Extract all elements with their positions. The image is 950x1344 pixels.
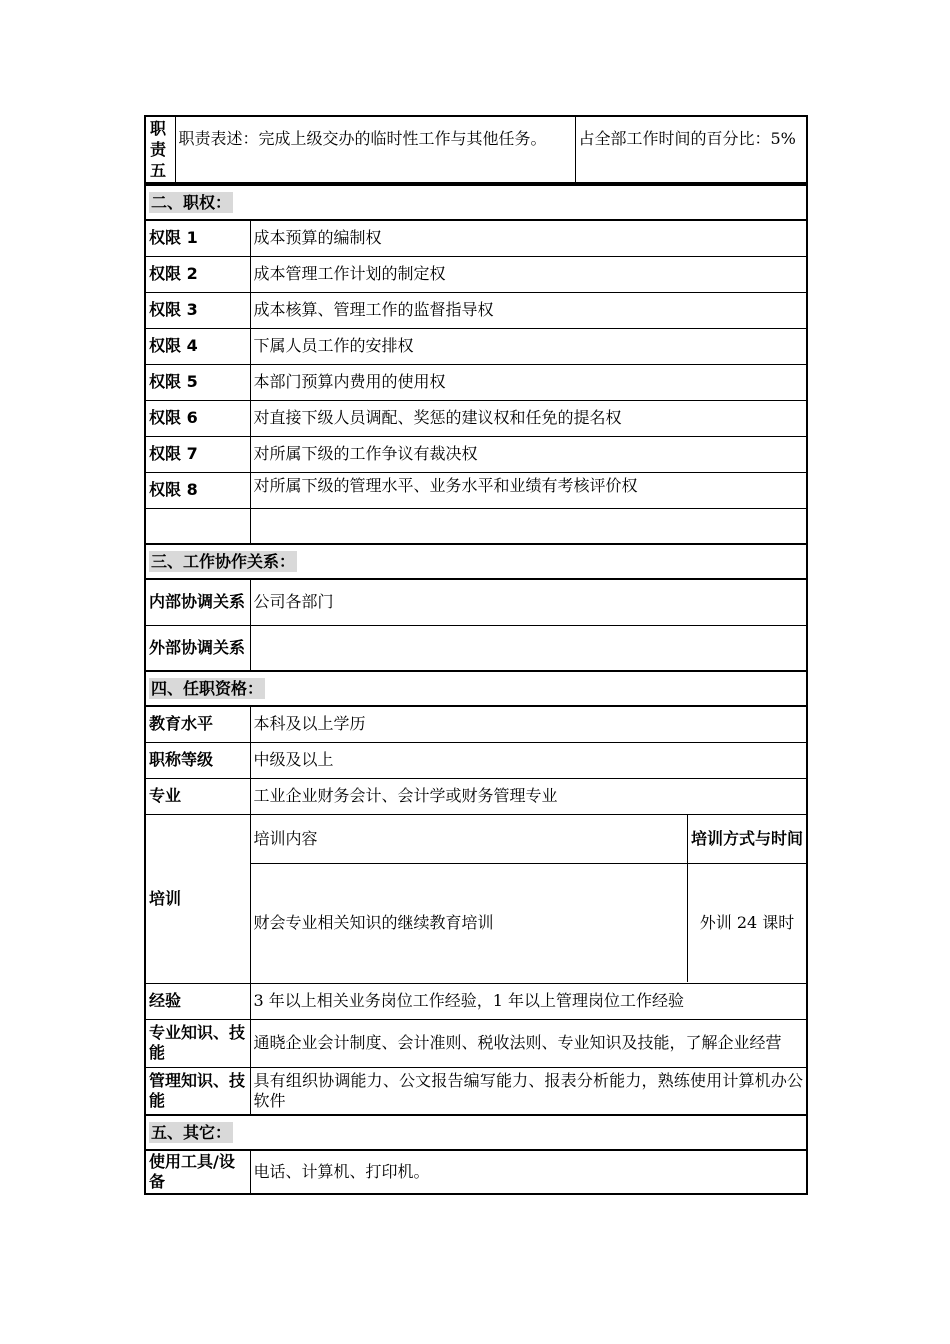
major-value: 工业企业财务会计、会计学或财务管理专业 bbox=[250, 778, 807, 814]
authority-empty-value bbox=[250, 508, 807, 544]
external-relation-value bbox=[250, 625, 807, 671]
authority-value: 成本管理工作计划的制定权 bbox=[250, 256, 807, 292]
title-value: 中级及以上 bbox=[250, 742, 807, 778]
training-method-header: 培训方式与时间 bbox=[688, 815, 807, 863]
training-method: 外训 24 课时 bbox=[688, 863, 807, 982]
pro-knowledge-value: 通晓企业会计制度、会计准则、税收法则、专业知识及技能，了解企业经营 bbox=[250, 1019, 807, 1067]
title-label: 职称等级 bbox=[145, 742, 250, 778]
job-description-page bbox=[144, 115, 806, 1195]
training-content-header: 培训内容 bbox=[251, 815, 688, 863]
authority-value: 成本预算的编制权 bbox=[250, 220, 807, 256]
authority-value: 对所属下级的工作争议有裁决权 bbox=[250, 436, 807, 472]
authority-label: 权限 6 bbox=[145, 400, 250, 436]
mgmt-knowledge-label: 管理知识、技能 bbox=[145, 1067, 250, 1115]
external-relation-label: 外部协调关系 bbox=[145, 625, 250, 671]
duty5-description: 职责表述：完成上级交办的临时性工作与其他任务。 bbox=[175, 116, 575, 183]
authority-label: 权限 1 bbox=[145, 220, 250, 256]
education-value: 本科及以上学历 bbox=[250, 706, 807, 742]
authority-value: 对直接下级人员调配、奖惩的建议权和任免的提名权 bbox=[250, 400, 807, 436]
training-cell bbox=[250, 814, 807, 983]
authority-empty-label bbox=[145, 508, 250, 544]
internal-relation-label: 内部协调关系 bbox=[145, 579, 250, 625]
authority-heading: 二、职权： bbox=[145, 185, 807, 220]
authority-label: 权限 2 bbox=[145, 256, 250, 292]
tools-value: 电话、计算机、打印机。 bbox=[250, 1150, 807, 1194]
authority-value: 下属人员工作的安排权 bbox=[250, 328, 807, 364]
authority-label: 权限 4 bbox=[145, 328, 250, 364]
experience-label: 经验 bbox=[145, 983, 250, 1019]
authority-label: 权限 8 bbox=[145, 472, 250, 508]
duty-table bbox=[144, 115, 808, 184]
authority-value: 本部门预算内费用的使用权 bbox=[250, 364, 807, 400]
relations-heading: 三、工作协作关系： bbox=[145, 544, 807, 579]
training-subtable bbox=[251, 815, 807, 982]
experience-value: 3 年以上相关业务岗位工作经验，1 年以上管理岗位工作经验 bbox=[250, 983, 807, 1019]
major-label: 专业 bbox=[145, 778, 250, 814]
duty5-percent: 占全部工作时间的百分比：5% bbox=[575, 116, 807, 183]
education-label: 教育水平 bbox=[145, 706, 250, 742]
qualifications-heading: 四、任职资格： bbox=[145, 671, 807, 706]
tools-label: 使用工具/设备 bbox=[145, 1150, 250, 1194]
authority-table bbox=[144, 184, 808, 1195]
training-label: 培训 bbox=[145, 814, 250, 983]
pro-knowledge-label: 专业知识、技能 bbox=[145, 1019, 250, 1067]
authority-label: 权限 7 bbox=[145, 436, 250, 472]
mgmt-knowledge-value: 具有组织协调能力、公文报告编写能力、报表分析能力，熟练使用计算机办公软件 bbox=[250, 1067, 807, 1115]
duty5-label: 职 责 五 bbox=[145, 116, 175, 183]
other-heading: 五、其它： bbox=[145, 1115, 807, 1150]
internal-relation-value: 公司各部门 bbox=[250, 579, 807, 625]
authority-label: 权限 5 bbox=[145, 364, 250, 400]
authority-label: 权限 3 bbox=[145, 292, 250, 328]
authority-value: 成本核算、管理工作的监督指导权 bbox=[250, 292, 807, 328]
authority-value: 对所属下级的管理水平、业务水平和业绩有考核评价权 bbox=[250, 472, 807, 508]
training-content: 财会专业相关知识的继续教育培训 bbox=[251, 863, 688, 982]
